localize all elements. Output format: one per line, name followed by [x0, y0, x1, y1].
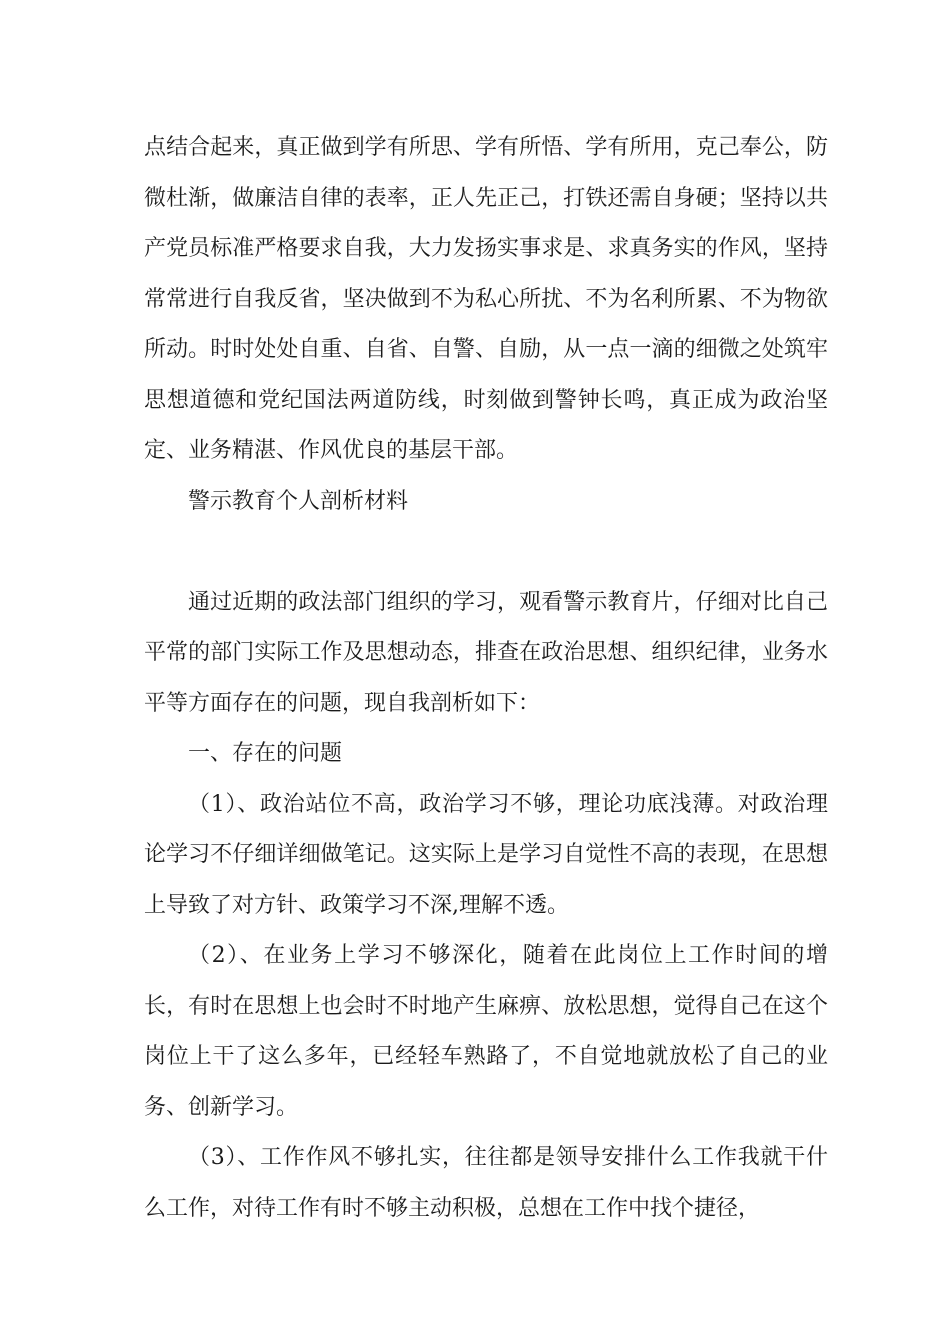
paragraph-continuation: 点结合起来，真正做到学有所思、学有所悟、学有所用，克己奉公，防微杜渐，做廉洁自律的表率，正人先正己，打铁还需自身硬；坚持以共产党员标准严格要求自我，大力发扬实事求是、求真务实的作风，坚持常常进行自我反省，坚决做到不为私心所扰、不为名利所累、不为物欲所动。时时处处自重、自省、自警、自励，从一点一滴的细微之处筑牢思想道德和党纪国法两道防线，时刻做到警钟长鸣，真正成为政治坚定、业务精湛、作风优良的基层干部。 [144, 135, 828, 463]
document-body [144, 123, 828, 1234]
blank-line [144, 527, 828, 578]
paragraph-intro: 通过近期的政法部门组织的学习，观看警示教育片，仔细对比自己平常的部门实际工作及思想动态，排查在政治思想、组织纪律，业务水平等方面存在的问题，现自我剖析如下： [144, 589, 828, 716]
document-title: 警示教育个人剖析材料 [188, 488, 409, 514]
paragraph-item-3: （3）、工作作风不够扎实，往往都是领导安排什么工作我就干什么工作，对待工作有时不够主动积极，总想在工作中找个捷径， [144, 1145, 828, 1221]
paragraph-item-2: （2）、在业务上学习不够深化，随着在此岗位上工作时间的增长，有时在思想上也会时不时地产生麻痹、放松思想，觉得自己在这个岗位上干了这么多年，已经轻车熟路了，不自觉地就放松了自己的业务、创新学习。 [144, 943, 828, 1120]
section-heading-problems: 一、存在的问题 [188, 741, 343, 766]
paragraph-item-1: （1）、政治站位不高，政治学习不够，理论功底浅薄。对政治理论学习不仔细详细做笔记。这实际上是学习自觉性不高的表现，在思想上导致了对方针、政策学习不深,理解不透。 [144, 791, 828, 918]
